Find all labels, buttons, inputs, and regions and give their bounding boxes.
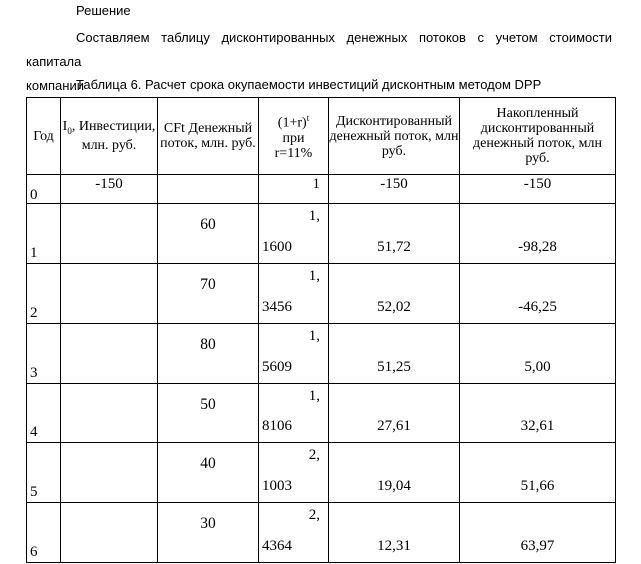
cell-discounted-flow [329, 443, 460, 503]
cell-value: 1600 [262, 239, 292, 256]
cell-value: 60 [200, 216, 216, 234]
cell-cumulative-flow [460, 443, 616, 503]
table-header-row [27, 98, 616, 175]
cell-value: 1 [312, 176, 320, 192]
table-row [27, 383, 616, 443]
cell-discount-factor [259, 204, 329, 264]
cell-value: 1, [308, 268, 320, 285]
cell-investment [61, 443, 158, 503]
cell-discount-factor [259, 503, 329, 563]
cell-value: 1, [308, 387, 320, 404]
cell-value: 1 [30, 245, 38, 262]
cell-cumulative-flow [460, 503, 616, 563]
cell-value: 0 [30, 187, 38, 204]
cell-discounted-flow [329, 204, 460, 264]
cell-value: 51,25 [377, 358, 411, 375]
cell-year [27, 175, 61, 204]
cell-value: 3456 [262, 298, 292, 315]
cell-value: 40 [200, 455, 216, 473]
cell-value: 1, [308, 208, 320, 225]
cell-investment [61, 383, 158, 443]
cell-discount-factor [259, 443, 329, 503]
header-cumulative-flow: Накопленный дисконтированный денежный поток, млн руб. [460, 98, 616, 175]
header-discount-factor: $(1+r)^t$ при r=11% [259, 98, 329, 175]
cell-investment [61, 175, 158, 204]
cell-cashflow [158, 204, 259, 264]
cell-value: -98,28 [518, 239, 557, 256]
header-discounted-flow: Дисконтированный денежный поток, млн руб. [329, 98, 460, 175]
cell-value: 80 [200, 335, 216, 353]
cell-value: 50 [200, 395, 216, 413]
cell-value: -150 [523, 176, 552, 192]
cell-value: 5 [30, 484, 38, 501]
cell-discount-factor [259, 175, 329, 204]
cell-investment [61, 323, 158, 383]
cell-year [27, 323, 61, 383]
cell-year [27, 204, 61, 264]
header-year: Год [27, 98, 61, 175]
intro-paragraph-line-1: Составляем таблицу дисконтированных денежных потоков с учетом стоимости капитала [26, 30, 612, 69]
cell-value: 6 [30, 544, 38, 560]
cell-value: 2 [30, 304, 38, 321]
cell-value: 52,02 [377, 298, 411, 315]
cell-value: -46,25 [518, 298, 557, 315]
cell-cumulative-flow [460, 383, 616, 443]
cell-discounted-flow [329, 264, 460, 324]
cell-discounted-flow [329, 503, 460, 563]
table-row [27, 323, 616, 383]
table-caption: Таблица 6. Расчет срока окупаемости инвестиций дисконтным методом DPP [76, 77, 542, 92]
header-investments: $I_0$, Инвестиции, млн. руб. [61, 98, 158, 175]
cell-cashflow [158, 323, 259, 383]
cell-discount-factor [259, 323, 329, 383]
cell-value: 32,61 [520, 418, 555, 435]
cell-value: -150 [380, 176, 408, 192]
cell-investment [61, 264, 158, 324]
cell-year [27, 503, 61, 563]
cell-investment [61, 204, 158, 264]
header-cashflow: CFt Денежный поток, млн. руб. [158, 98, 259, 175]
cell-value: 51,72 [377, 239, 411, 256]
cell-year [27, 383, 61, 443]
cell-value: 5,00 [524, 358, 551, 375]
cell-value: 2, [308, 447, 320, 464]
cell-value: -150 [95, 176, 123, 192]
table-row [27, 443, 616, 503]
cell-value: 5609 [262, 358, 292, 375]
cell-cumulative-flow [460, 323, 616, 383]
cell-discount-factor [259, 264, 329, 324]
cell-value: 1003 [262, 478, 292, 495]
cell-discount-factor [259, 383, 329, 443]
cell-cumulative-flow [460, 204, 616, 264]
table-row [27, 264, 616, 324]
section-heading: Решение [76, 3, 131, 18]
cell-discounted-flow [329, 383, 460, 443]
cell-investment [61, 503, 158, 563]
cell-cumulative-flow [460, 264, 616, 324]
cell-cumulative-flow [460, 175, 616, 204]
cell-value: 3 [30, 364, 38, 381]
cell-value: 63,97 [520, 538, 555, 554]
cell-cashflow [158, 175, 259, 204]
cell-cashflow [158, 264, 259, 324]
table-row [27, 204, 616, 264]
table-row [27, 175, 616, 204]
cell-value: 51,66 [520, 478, 555, 495]
cell-value: 30 [200, 515, 216, 533]
cell-value: 27,61 [377, 418, 411, 435]
intro-paragraph-line-2: компании [26, 78, 84, 93]
cell-year [27, 264, 61, 324]
cell-value: 12,31 [377, 538, 411, 554]
cell-cashflow [158, 443, 259, 503]
cell-value: 4 [30, 424, 38, 441]
cell-cashflow [158, 503, 259, 563]
table-row [27, 503, 616, 563]
cell-value: 70 [200, 276, 216, 294]
cell-value: 1, [308, 327, 320, 344]
cell-discounted-flow [329, 323, 460, 383]
cell-value: 19,04 [377, 478, 411, 495]
cell-cashflow [158, 383, 259, 443]
cell-year [27, 443, 61, 503]
dpp-table [26, 97, 616, 563]
cell-value: 2, [308, 507, 320, 524]
cell-value: 8106 [262, 418, 292, 435]
cell-value: 4364 [262, 538, 292, 554]
cell-discounted-flow [329, 175, 460, 204]
